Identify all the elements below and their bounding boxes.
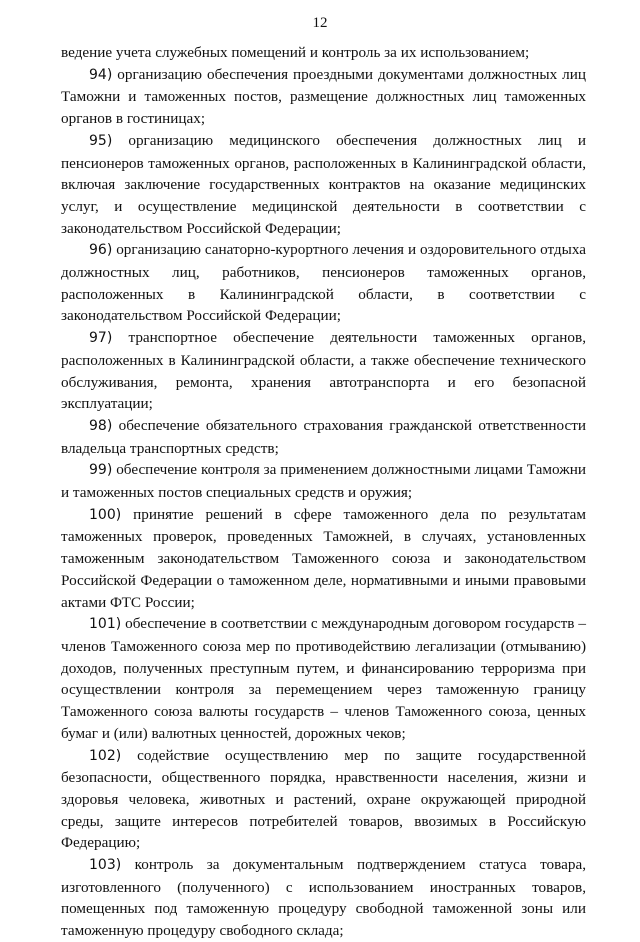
- paragraph-102: [61, 745, 586, 855]
- paragraph-text: контроль за документальным подтверждением статуса товара, изготовленного (полученного) с использованием иностранных товаров, помещенных под таможенную процедуру свободной таможенной зоны или таможенную процедуру свободного склада;: [61, 856, 586, 940]
- item-number: 101): [89, 616, 122, 633]
- paragraph-text: транспортное обеспечение деятельности таможенных органов, расположенных в Калининградской области, а также обеспечение технического обслуживания, ремонта, хранения автотранспорта и его безопасной эксплуатации;: [61, 329, 586, 413]
- item-number: 100): [89, 506, 122, 523]
- paragraph-94: [61, 64, 586, 130]
- item-number: 103): [89, 857, 122, 874]
- item-number: 97): [89, 330, 113, 347]
- paragraph-text: обеспечение контроля за применением должностными лицами Таможни и таможенных постов специальных средств и оружия;: [61, 461, 586, 502]
- item-number: 98): [89, 417, 113, 434]
- paragraph-95: [61, 130, 586, 240]
- item-number: 102): [89, 747, 122, 764]
- paragraph-text: принятие решений в сфере таможенного дела по результатам таможенных проверок, проведенных Таможней, в случаях, установленных таможенным законодательством Таможенного союза и законодательством Российской Федерации о таможенном деле, нормативными и иными правовыми актами ФТС России;: [61, 505, 586, 611]
- paragraph-text: обеспечение в соответствии с международным договором государств – членов Таможенного союза мер по противодействию легализации (отмыванию) доходов, полученных преступным путем, и финансированию терроризма при осуществлении контроля за перемещением через таможенную границу Таможенного союза валюты государств – членов Таможенного союза, ценных бумаг и (или) валютных ценностей, дорожных чеков;: [61, 615, 586, 742]
- paragraph-text: организацию обеспечения проездными документами должностных лиц Таможни и таможенных постов, размещение должностных лиц таможенных органов в гостиницах;: [61, 65, 586, 128]
- item-number: 94): [89, 66, 113, 83]
- page-number: 12: [312, 15, 328, 31]
- paragraph-93-continuation: [61, 42, 586, 64]
- paragraph-103: [61, 854, 586, 942]
- paragraph-text: организацию санаторно-курортного лечения и оздоровительного отдыха должностных лиц, работников, пенсионеров таможенных органов, расположенных в Калининградской области, в соответствии с законодательством Российской Федерации;: [61, 241, 586, 325]
- paragraph-98: [61, 415, 586, 459]
- paragraph-text: содействие осуществлению мер по защите государственной безопасности, общественного порядка, нравственности населения, жизни и здоровья человека, животных и растений, охране окружающей природной среды, защите интересов потребителей товаров, ввозимых в Российскую Федерацию;: [61, 746, 586, 852]
- item-number: 95): [89, 132, 113, 149]
- paragraph-99: [61, 459, 586, 503]
- item-number: 96): [89, 242, 113, 259]
- paragraph-97: [61, 327, 586, 415]
- paragraph-text: обеспечение обязательного страхования гражданской ответственности владельца транспортных средств;: [61, 416, 586, 457]
- item-number: 99): [89, 462, 113, 479]
- paragraph-101: [61, 613, 586, 744]
- paragraph-text: ведение учета служебных помещений и контроль за их использованием;: [61, 44, 530, 61]
- paragraph-96: [61, 239, 586, 327]
- paragraph-text: организацию медицинского обеспечения должностных лиц и пенсионеров таможенных органов, расположенных в Калининградской области, включая заключение государственных контрактов на оказание медицинских услуг, и осуществление медицинской деятельности в соответствии с законодательством Российской Федерации;: [61, 131, 586, 237]
- paragraph-100: [61, 504, 586, 614]
- document-body: [61, 42, 586, 942]
